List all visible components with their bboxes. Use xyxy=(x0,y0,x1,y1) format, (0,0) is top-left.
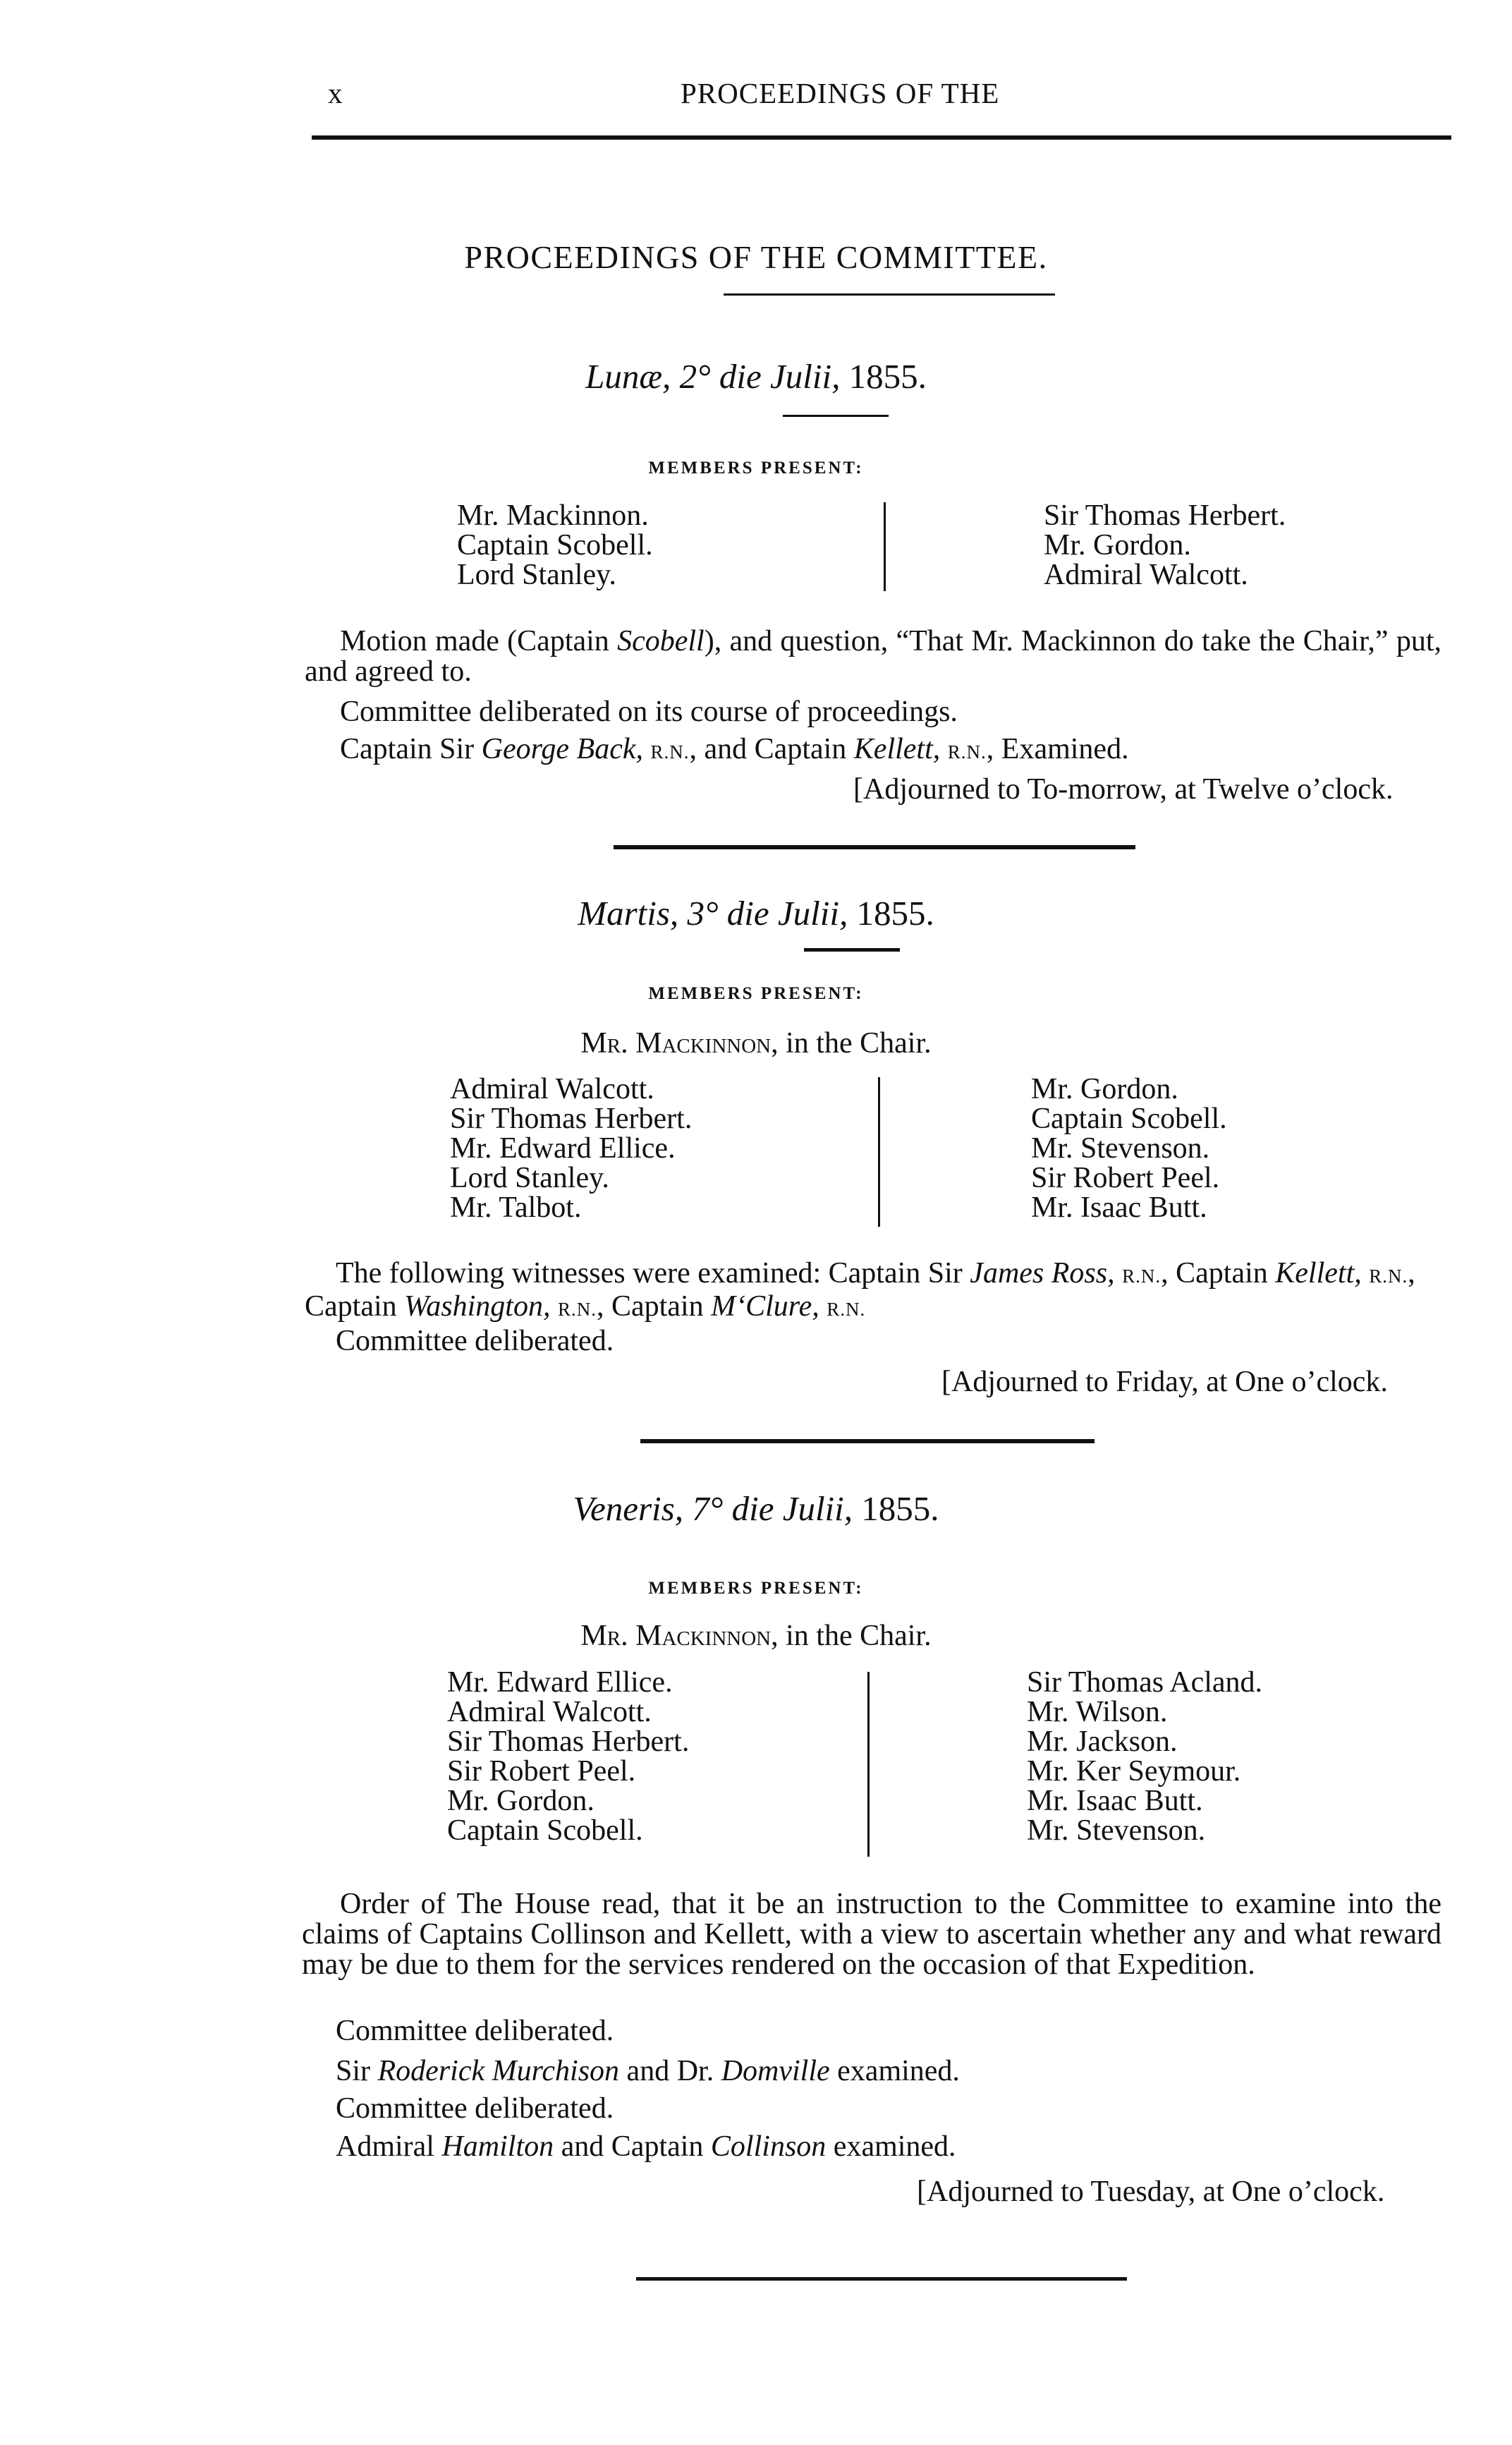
member: Lord Stanley. xyxy=(457,559,616,591)
members-divider xyxy=(867,1672,870,1857)
member: Mr. Gordon. xyxy=(1031,1073,1178,1105)
motion-paragraph: Motion made (Captain Scobell), and question, “That Mr. Mackinnon do take the Chair,” put, and agreed to. xyxy=(305,625,1441,688)
member: Sir Thomas Acland. xyxy=(1027,1666,1263,1699)
member: Mr. Edward Ellice. xyxy=(450,1132,676,1165)
member: Lord Stanley. xyxy=(450,1162,609,1194)
member: Mr. Gordon. xyxy=(1044,529,1191,562)
members-present-label: MEMBERS PRESENT: xyxy=(648,459,864,478)
adjournment-note: [Adjourned to Friday, at One o’clock. xyxy=(941,1366,1388,1398)
member: Mr. Isaac Butt. xyxy=(1031,1191,1207,1224)
witnesses-paragraph: The following witnesses were examined: Captain Sir James Ross, R.N., Captain Kellett, R.N., Captain Washington, R.N., Captain M‘Clure, R.N. xyxy=(305,1257,1415,1323)
member: Mr. Stevenson. xyxy=(1031,1132,1210,1165)
sitting-date-1 xyxy=(0,356,1512,396)
deliberation-line: Committee deliberated on its course of proceedings. xyxy=(340,696,958,728)
member: Sir Robert Peel. xyxy=(447,1755,636,1788)
header-rule xyxy=(312,135,1451,140)
examination-line: Sir Roderick Murchison and Dr. Domville examined. xyxy=(336,2055,960,2087)
members-divider xyxy=(884,502,886,591)
date-die: die Julii, xyxy=(731,1489,853,1528)
section-rule xyxy=(640,1439,1095,1443)
member: Mr. Mackinnon. xyxy=(457,499,649,532)
running-title: PROCEEDINGS OF THE xyxy=(681,77,1000,109)
section-rule xyxy=(636,2277,1127,2281)
date-day: Veneris, xyxy=(573,1489,683,1528)
member: Sir Thomas Herbert. xyxy=(450,1103,693,1135)
date-ordinal: 2° xyxy=(679,357,711,396)
members-left-2 xyxy=(450,1074,692,1222)
deliberation-line: Committee deliberated. xyxy=(336,1325,614,1357)
section-rule xyxy=(614,845,1135,849)
member: Sir Thomas Herbert. xyxy=(1044,499,1286,532)
order-paragraph: Order of The House read, that it be an instruction to the Committee to examine into the claims of Captains Collinson and Kellett, with a view to ascertain whether any and what reward may be due to them for the services rendered on the occasion of that Expedition. xyxy=(302,1888,1441,1981)
date-die: die Julii, xyxy=(726,894,848,933)
member: Mr. Edward Ellice. xyxy=(447,1666,673,1699)
page-number: x xyxy=(328,77,343,109)
sitting-date-2 xyxy=(0,893,1512,933)
date-year: 1855. xyxy=(856,894,934,933)
member: Admiral Walcott. xyxy=(1044,559,1248,591)
member: Sir Thomas Herbert. xyxy=(447,1725,690,1758)
date-die: die Julii, xyxy=(719,357,841,396)
title-rule xyxy=(724,293,1055,296)
deliberation-line: Committee deliberated. xyxy=(336,2092,614,2125)
sitting-date-3 xyxy=(0,1488,1512,1529)
chair-line: Mr. Mackinnon, in the Chair. xyxy=(580,1620,932,1652)
member: Mr. Talbot. xyxy=(450,1191,582,1224)
member: Admiral Walcott. xyxy=(450,1073,654,1105)
examination-line: Admiral Hamilton and Captain Collinson examined. xyxy=(336,2130,956,2163)
members-right-2 xyxy=(1031,1074,1227,1222)
member: Captain Scobell. xyxy=(457,529,653,562)
members-left-3 xyxy=(447,1668,689,1845)
adjournment-note: [Adjourned to Tuesday, at One o’clock. xyxy=(917,2176,1385,2208)
page-title: PROCEEDINGS OF THE COMMITTEE. xyxy=(464,239,1048,275)
date-year: 1855. xyxy=(861,1489,939,1528)
member: Captain Scobell. xyxy=(1031,1103,1227,1135)
member: Mr. Wilson. xyxy=(1027,1696,1168,1728)
member: Mr. Isaac Butt. xyxy=(1027,1785,1203,1817)
members-divider xyxy=(878,1077,880,1227)
members-left-1 xyxy=(457,501,653,590)
member: Captain Scobell. xyxy=(447,1814,643,1847)
member: Mr. Jackson. xyxy=(1027,1725,1178,1758)
members-right-1 xyxy=(1044,501,1286,590)
date-day: Martis, xyxy=(578,894,679,933)
member: Sir Robert Peel. xyxy=(1031,1162,1220,1194)
date-ordinal: 3° xyxy=(687,894,719,933)
member: Mr. Ker Seymour. xyxy=(1027,1755,1241,1788)
member: Admiral Walcott. xyxy=(447,1696,652,1728)
adjournment-note: [Adjourned to To-morrow, at Twelve o’clock. xyxy=(853,773,1394,806)
chair-line: Mr. Mackinnon, in the Chair. xyxy=(580,1027,932,1060)
member: Mr. Stevenson. xyxy=(1027,1814,1206,1847)
members-present-label: MEMBERS PRESENT: xyxy=(648,1579,864,1598)
examination-line: Captain Sir George Back, R.N., and Captain Kellett, R.N., Examined. xyxy=(340,733,1129,765)
date-rule xyxy=(783,415,889,417)
members-present-label: MEMBERS PRESENT: xyxy=(648,984,864,1003)
date-rule xyxy=(804,948,900,952)
member: Mr. Gordon. xyxy=(447,1785,595,1817)
date-day: Lunæ, xyxy=(585,357,671,396)
members-right-3 xyxy=(1027,1668,1262,1845)
date-year: 1855. xyxy=(848,357,927,396)
deliberation-line: Committee deliberated. xyxy=(336,2015,614,2047)
date-ordinal: 7° xyxy=(692,1489,724,1528)
